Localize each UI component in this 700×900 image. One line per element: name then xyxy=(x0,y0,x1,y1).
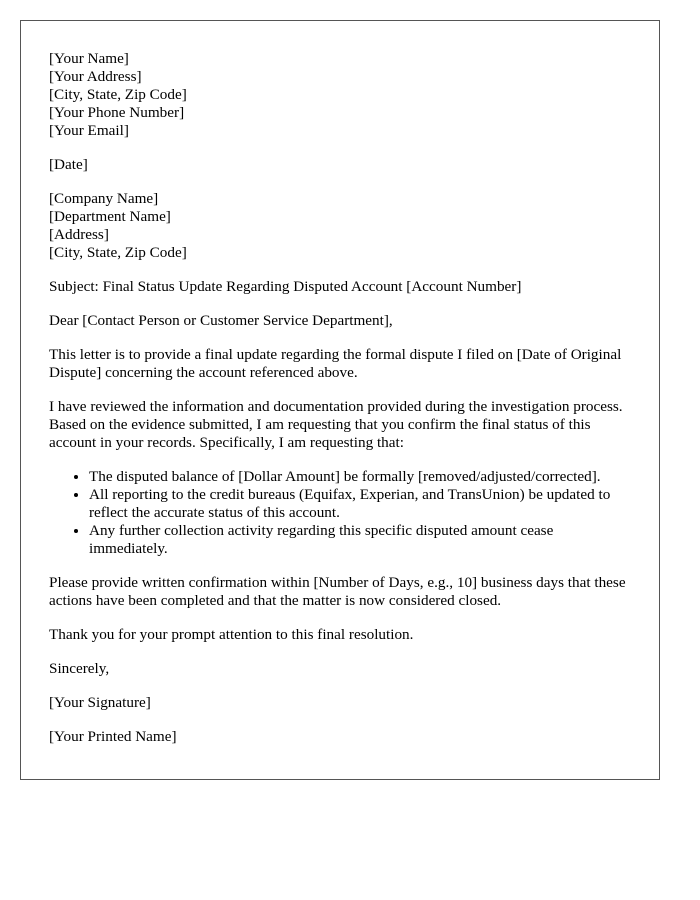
recipient-address: [Address] xyxy=(49,226,109,243)
subject-line: Subject: Final Status Update Regarding Disputed Account [Account Number] xyxy=(49,278,522,295)
recipient-company: [Company Name] xyxy=(49,190,159,207)
request-list-item: • The disputed balance of [Dollar Amount] be formally [removed/adjusted/corrected]. xyxy=(89,468,631,486)
confirmation-paragraph: Please provide written confirmation within [Number of Days, e.g., 10] business days that these actions have been completed and that the matter is now considered closed. xyxy=(49,574,626,609)
sender-address: [Your Address] xyxy=(49,68,142,85)
sender-email: [Your Email] xyxy=(49,122,129,139)
body-paragraph: This letter is to provide a final update regarding the formal dispute I filed on [Date of Original Dispute] concerning the account referenced above. xyxy=(49,346,622,381)
request-list xyxy=(49,468,631,558)
body-paragraph: I have reviewed the information and documentation provided during the investigation process. Based on the evidence submitted, I am requesting that you confirm the final status of this account in your records. Specifically, I am requesting that: xyxy=(49,398,623,451)
recipient-department: [Department Name] xyxy=(49,208,171,225)
recipient-city-state-zip: [City, State, Zip Code] xyxy=(49,244,187,261)
salutation: Dear [Contact Person or Customer Service Department], xyxy=(49,312,393,329)
request-list-item: • Any further collection activity regarding this specific disputed amount cease immediately. xyxy=(89,522,631,558)
printed-name: [Your Printed Name] xyxy=(49,728,177,745)
letter-document xyxy=(20,20,660,780)
sender-city-state-zip: [City, State, Zip Code] xyxy=(49,86,187,103)
sender-block xyxy=(49,50,631,140)
request-list-item: • All reporting to the credit bureaus (Equifax, Experian, and TransUnion) be updated to reflect the accurate status of this account. xyxy=(89,486,631,522)
letter-date: [Date] xyxy=(49,156,88,173)
thanks-paragraph: Thank you for your prompt attention to this final resolution. xyxy=(49,626,414,643)
sender-name: [Your Name] xyxy=(49,50,129,67)
signature: [Your Signature] xyxy=(49,694,151,711)
sender-phone: [Your Phone Number] xyxy=(49,104,185,121)
closing: Sincerely, xyxy=(49,660,110,677)
recipient-block xyxy=(49,190,631,262)
